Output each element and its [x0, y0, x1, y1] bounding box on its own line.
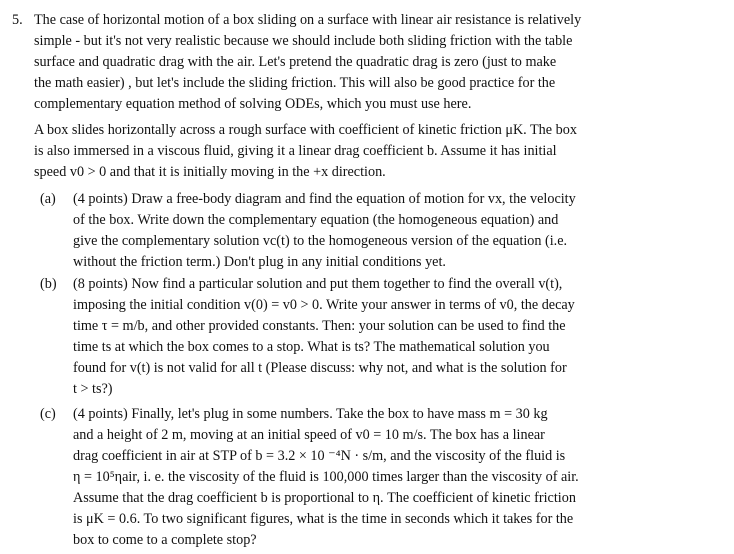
intro-line: The case of horizontal motion of a box sliding on a surface with linear air resistance is relatively: [34, 12, 582, 28]
setup-line: A box slides horizontally across a rough surface with coefficient of kinetic friction μK. The box: [34, 122, 577, 138]
intro-line: surface and quadratic drag with the air. Let's pretend the quadratic drag is zero (just to make: [34, 54, 557, 70]
part-b-line: found for v(t) is not valid for all t (Please discuss: why not, and what is the solution for: [73, 360, 567, 376]
setup-line: speed v0 > 0 and that it is initially moving in the +x direction.: [34, 164, 386, 180]
part-b-line: time τ = m/b, and other provided constants. Then: your solution can be used to find the: [73, 318, 566, 334]
intro-line: the math easier) , but let's include the sliding friction. This will also be good practice for the: [34, 75, 556, 91]
part-c-line: η = 10⁵ηair, i. e. the viscosity of the fluid is 100,000 times larger than the viscosity of air.: [73, 469, 579, 485]
part-label: (c): [40, 406, 56, 422]
part-b-line: t > ts?): [73, 381, 113, 397]
problem-number: 5.: [12, 12, 23, 28]
part-c-line: drag coefficient in air at STP of b = 3.2 × 10 ⁻⁴N · s/m, and the viscosity of the fluid is: [73, 448, 566, 464]
intro-line: simple - but it's not very realistic because we should include both sliding friction with the table: [34, 33, 573, 49]
part-c-line: box to come to a complete stop?: [73, 532, 257, 548]
part-a-line: (4 points) Draw a free-body diagram and find the equation of motion for vx, the velocity: [73, 191, 576, 207]
setup-line: is also immersed in a viscous fluid, giving it a linear drag coefficient b. Assume it has initial: [34, 143, 557, 159]
part-a-line: without the friction term.) Don't plug in any initial conditions yet.: [73, 254, 446, 270]
part-a-line: of the box. Write down the complementary equation (the homogeneous equation) and: [73, 212, 559, 228]
intro-line: complementary equation method of solving ODEs, which you must use here.: [34, 96, 472, 112]
part-b-line: time ts at which the box comes to a stop. What is ts? The mathematical solution you: [73, 339, 550, 355]
part-label: (a): [40, 191, 56, 207]
part-c-line: is μK = 0.6. To two significant figures, what is the time in seconds which it takes for the: [73, 511, 574, 527]
part-b-line: (8 points) Now find a particular solution and put them together to find the overall v(t),: [73, 276, 563, 292]
part-c-line: and a height of 2 m, moving at an initial speed of v0 = 10 m/s. The box has a linear: [73, 427, 545, 443]
part-c-line: (4 points) Finally, let's plug in some numbers. Take the box to have mass m = 30 kg: [73, 406, 548, 422]
part-label: (b): [40, 276, 57, 292]
part-c-line: Assume that the drag coefficient b is proportional to η. The coefficient of kinetic friction: [73, 490, 576, 506]
part-a-line: give the complementary solution vc(t) to the homogeneous version of the equation (i.e.: [73, 233, 568, 249]
part-b-line: imposing the initial condition v(0) = v0 > 0. Write your answer in terms of v0, the decay: [73, 297, 575, 313]
